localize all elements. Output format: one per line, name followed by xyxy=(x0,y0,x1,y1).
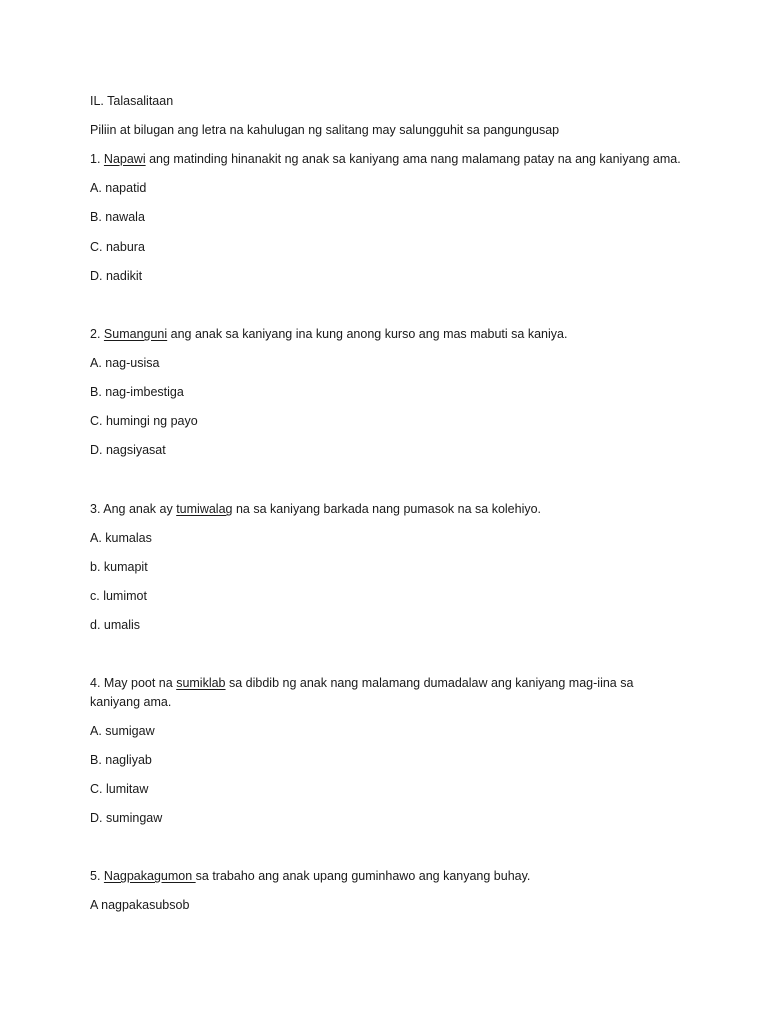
option-3c: c. lumimot xyxy=(90,589,147,603)
option-3d: d. umalis xyxy=(90,618,141,632)
question-2 xyxy=(90,326,567,343)
question-5 xyxy=(90,868,530,885)
underlined-word: tumiwalag xyxy=(176,502,233,516)
option-2d: D. nagsiyasat xyxy=(90,443,166,457)
question-text: ang anak sa kaniyang ina kung anong kurso ang mas mabuti sa kaniya. xyxy=(167,327,568,341)
underlined-word: sumiklab xyxy=(176,676,226,690)
underlined-word: Nagpakagumon xyxy=(103,869,196,883)
option-1c: C. nabura xyxy=(90,240,145,254)
option-4c: C. lumitaw xyxy=(90,782,149,796)
question-number: 1. xyxy=(90,152,101,166)
question-text: na sa kaniyang barkada nang pumasok na sa kolehiyo. xyxy=(232,502,542,516)
option-3a: A. kumalas xyxy=(90,531,152,545)
question-number: 2. xyxy=(90,327,101,341)
option-2a: A. nag-usisa xyxy=(90,356,160,370)
option-4d: D. sumingaw xyxy=(90,811,163,825)
question-text-before: May poot na xyxy=(103,676,177,690)
section-title: IL. Talasalitaan xyxy=(90,94,174,108)
option-2c: C. humingi ng payo xyxy=(90,414,198,428)
question-text-before: Ang anak ay xyxy=(103,502,177,516)
option-2b: B. nag-imbestiga xyxy=(90,385,184,399)
underlined-word: Napawi xyxy=(103,152,146,166)
question-1 xyxy=(90,151,681,168)
question-text: sa trabaho ang anak upang guminhawo ang kanyang buhay. xyxy=(195,869,531,883)
question-3 xyxy=(90,501,541,518)
question-number: 5. xyxy=(90,869,101,883)
option-1d: D. nadikit xyxy=(90,269,143,283)
question-text: ang matinding hinanakit ng anak sa kaniyang ama nang malamang patay na ang kaniyang ama. xyxy=(145,152,681,166)
option-3b: b. kumapit xyxy=(90,560,148,574)
option-5a: A nagpakasubsob xyxy=(90,898,190,912)
question-4-continuation: kaniyang ama. xyxy=(90,695,172,709)
question-text: sa dibdib ng anak nang malamang dumadalaw ang kaniyang mag-iina sa xyxy=(225,676,634,690)
question-number: 4. xyxy=(90,676,101,690)
option-4a: A. sumigaw xyxy=(90,724,155,738)
option-4b: B. nagliyab xyxy=(90,753,152,767)
underlined-word: Sumanguni xyxy=(103,327,168,341)
question-4 xyxy=(90,675,633,692)
instructions: Piliin at bilugan ang letra na kahulugan ng salitang may salungguhit sa pangungusap xyxy=(90,123,560,137)
option-1b: B. nawala xyxy=(90,210,145,224)
option-1a: A. napatid xyxy=(90,181,147,195)
question-number: 3. xyxy=(90,502,101,516)
